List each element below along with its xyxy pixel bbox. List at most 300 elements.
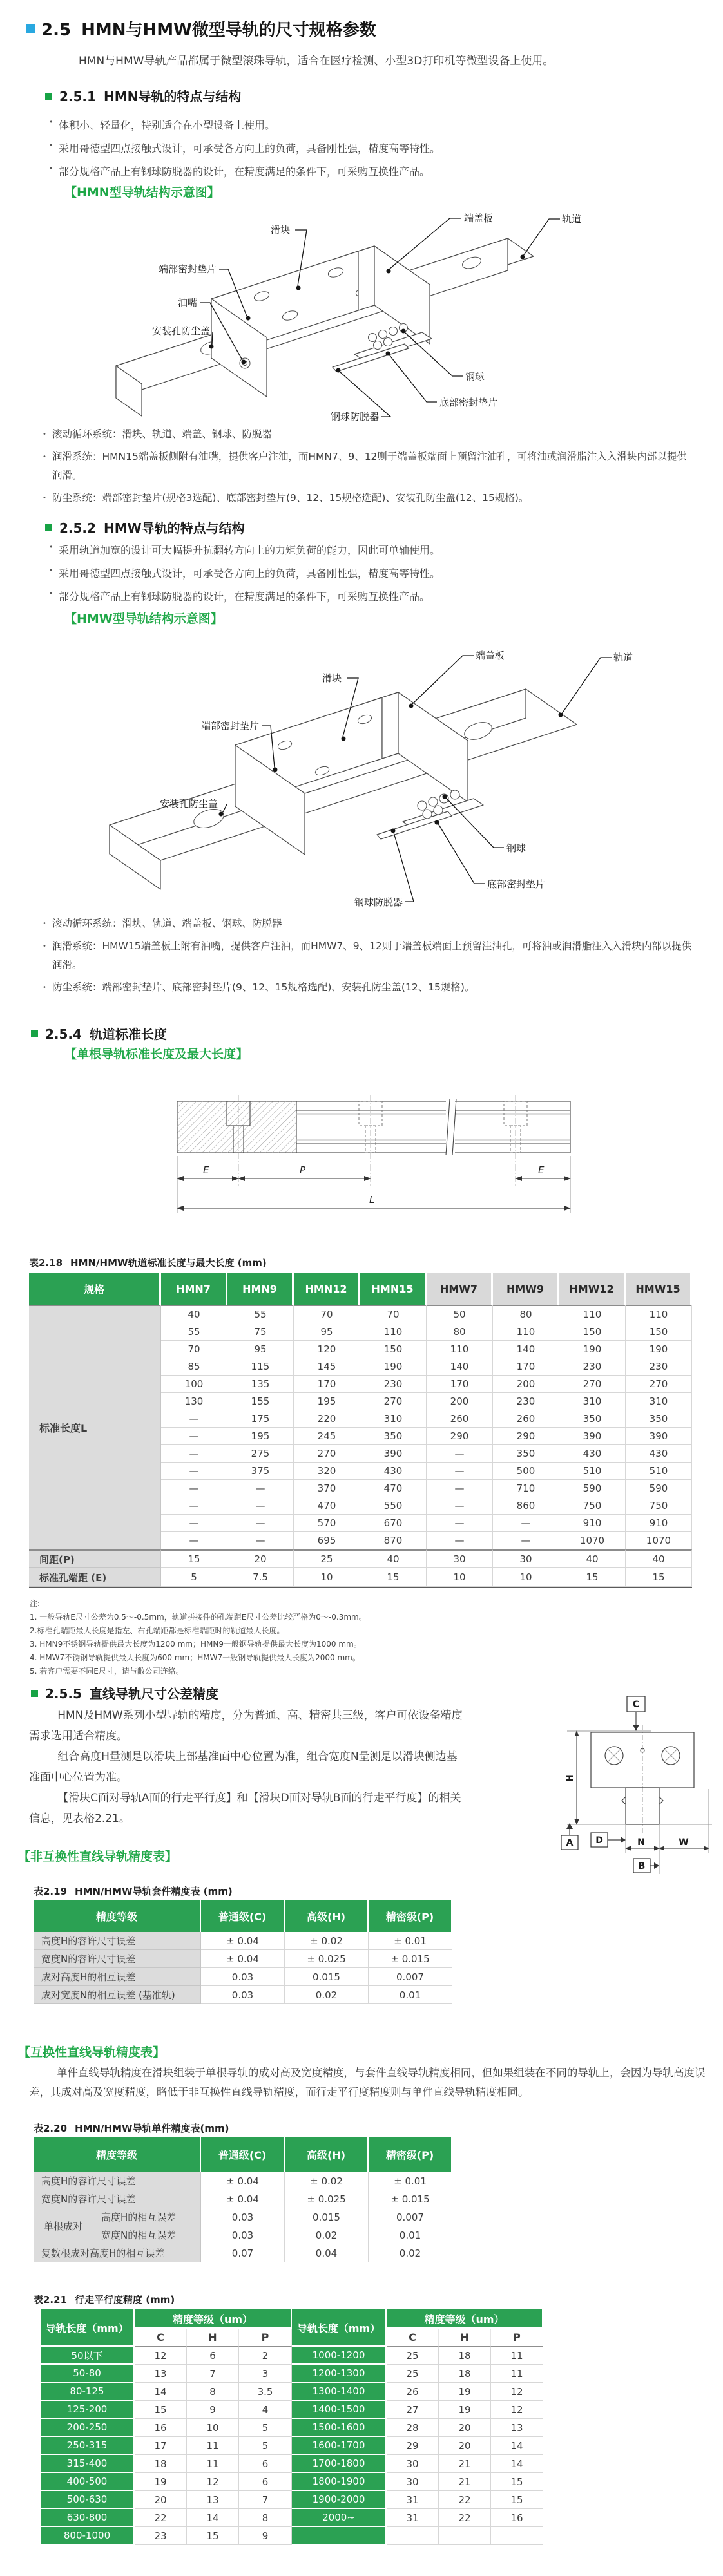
length-range-cell: 1000-1200 xyxy=(292,2347,387,2365)
pitch-cell: 40 xyxy=(360,1549,427,1568)
table-title: 行走平行度精度 (mm) xyxy=(75,2294,175,2306)
hole-cover-label: 安装孔防尘盖 xyxy=(151,325,210,337)
subsection-number: 2.5.1 xyxy=(59,89,96,104)
value-cell: 12 xyxy=(491,2383,543,2401)
ball-label: 钢球 xyxy=(506,842,526,854)
length-cell: 70 xyxy=(161,1341,227,1358)
end-distance-cell: 5 xyxy=(161,1568,227,1587)
subsection-title: 轨道标准长度 xyxy=(89,1027,167,1042)
value-cell: 2 xyxy=(239,2347,292,2365)
length-cell: 270 xyxy=(360,1393,427,1410)
hmn-system-bullets xyxy=(43,425,695,511)
length-cell: 350 xyxy=(559,1410,626,1428)
bottom-seal-label: 底部密封垫片 xyxy=(439,397,498,408)
length-cell: 190 xyxy=(360,1358,427,1376)
value-cell: 0.01 xyxy=(369,1986,452,2004)
length-cell: 310 xyxy=(626,1393,692,1410)
length-cell: 260 xyxy=(493,1410,559,1428)
length-cell: 150 xyxy=(559,1323,626,1341)
length-cell: 75 xyxy=(227,1323,294,1341)
length-range-cell: 1800-1900 xyxy=(292,2473,387,2491)
value-cell: 14 xyxy=(135,2383,187,2401)
value-cell: ± 0.015 xyxy=(369,2190,452,2208)
length-cell: 350 xyxy=(626,1410,692,1428)
pitch-cell: 40 xyxy=(626,1549,692,1568)
table-2-18 xyxy=(29,1273,692,1588)
value-cell: 0.02 xyxy=(285,1986,369,2004)
column-subheader: C xyxy=(387,2329,439,2347)
length-cell: — xyxy=(161,1445,227,1463)
hmw-system-bullets xyxy=(43,914,695,1001)
length-range-cell: 1600-1700 xyxy=(292,2437,387,2455)
length-cell: — xyxy=(427,1515,493,1532)
value-cell: 11 xyxy=(187,2437,239,2455)
length-cell: 170 xyxy=(294,1376,360,1393)
value-cell: ± 0.02 xyxy=(285,2172,369,2190)
length-cell: 170 xyxy=(427,1376,493,1393)
length-cell: — xyxy=(161,1497,227,1515)
interchangeable-heading: 【互换性直线导轨精度表】 xyxy=(18,2045,166,2060)
length-cell: 670 xyxy=(360,1515,427,1532)
length-range-cell: 1200-1300 xyxy=(292,2365,387,2383)
value-cell: 20 xyxy=(439,2437,491,2455)
table-2-18-caption xyxy=(29,1256,267,1269)
value-cell: 31 xyxy=(387,2509,439,2527)
length-cell: 175 xyxy=(227,1410,294,1428)
length-cell: 70 xyxy=(360,1306,427,1323)
table-2-20-caption xyxy=(34,2121,229,2135)
length-cell: 570 xyxy=(294,1515,360,1532)
value-cell: 5 xyxy=(239,2437,292,2455)
length-cell: 70 xyxy=(294,1306,360,1323)
length-cell: 95 xyxy=(294,1323,360,1341)
value-cell: 27 xyxy=(387,2401,439,2419)
length-cell: 230 xyxy=(360,1376,427,1393)
value-cell xyxy=(491,2527,543,2545)
dim-p-label: P xyxy=(300,1164,306,1176)
note-item: 5. 若客户需要不同E尺寸，请与敝公司连络。 xyxy=(30,1667,184,1676)
length-cell: — xyxy=(227,1480,294,1497)
length-range-cell: 500-630 xyxy=(41,2491,135,2509)
row-label: 宽度N的容许尺寸误差 xyxy=(34,2190,201,2208)
value-cell: 13 xyxy=(135,2365,187,2383)
column-subheader: H xyxy=(187,2329,239,2347)
rail-length-figure-title: 【单根导轨标准长度及最大长度】 xyxy=(64,1047,249,1061)
length-cell: 155 xyxy=(227,1393,294,1410)
section-255-title xyxy=(45,1683,218,1702)
value-cell: ± 0.04 xyxy=(201,2172,285,2190)
value-cell: 0.03 xyxy=(201,1986,285,2004)
note-item: 2.标准孔端距最大长度是指左、右孔端距都是标准端距时的轨道最大长度。 xyxy=(30,1626,285,1635)
length-cell: 80 xyxy=(493,1306,559,1323)
hmw-structure-diagram xyxy=(52,641,696,918)
value-cell: 26 xyxy=(387,2383,439,2401)
dim-e-label: E xyxy=(538,1164,545,1176)
table-2-19-caption xyxy=(34,1884,233,1898)
system-bullet: • 防尘系统：端部密封垫片(规格3选配)、底部密封垫片(9、12、15规格选配)、安装孔防尘盖(12、15规格)。 xyxy=(43,489,695,507)
value-cell: 18 xyxy=(439,2365,491,2383)
value-cell: 18 xyxy=(439,2347,491,2365)
column-header: HMN9 xyxy=(227,1273,294,1306)
length-cell: 860 xyxy=(493,1497,559,1515)
slider-label: 滑块 xyxy=(271,224,291,236)
length-cell: 390 xyxy=(559,1428,626,1445)
value-cell: 7 xyxy=(239,2491,292,2509)
value-cell: 14 xyxy=(187,2509,239,2527)
value-cell: 16 xyxy=(491,2509,543,2527)
value-cell: 11 xyxy=(187,2455,239,2473)
non-interchangeable-heading: 【非互换性直线导轨精度表】 xyxy=(18,1850,178,1864)
section-251-bullets xyxy=(49,117,440,187)
row-sublabel: 高度H的相互误差 xyxy=(93,2208,201,2226)
length-range-cell: 200-250 xyxy=(41,2419,135,2437)
length-cell: 95 xyxy=(227,1341,294,1358)
length-cell: 270 xyxy=(626,1376,692,1393)
value-cell: 31 xyxy=(387,2491,439,2509)
column-header: HMN15 xyxy=(360,1273,427,1306)
length-cell: 500 xyxy=(493,1463,559,1480)
length-cell: — xyxy=(161,1480,227,1497)
row-label: 成对宽度N的相互误差 (基准轨) xyxy=(34,1986,201,2004)
value-cell: 22 xyxy=(439,2491,491,2509)
length-cell: — xyxy=(427,1532,493,1549)
value-cell: 22 xyxy=(439,2509,491,2527)
interchangeable-paragraph: 单件直线导轨精度在滑块组装于单根导轨的成对高及宽度精度，与套件直线导轨精度相同，但如果组装在不同的导轨上，会因为导轨高度误差，其成对高及宽度精度，略低于非互换性直线导轨精度，而行走平行度精度则与单件直线导轨精度相同。 xyxy=(29,2067,706,2098)
value-cell: 15 xyxy=(135,2401,187,2419)
section-marker-green xyxy=(31,1690,38,1697)
column-header: 规格 xyxy=(29,1273,161,1306)
column-header: HMW9 xyxy=(493,1273,559,1306)
column-subheader: P xyxy=(239,2329,292,2347)
value-cell: 22 xyxy=(135,2509,187,2527)
length-cell: 510 xyxy=(559,1463,626,1480)
dim-l-label: L xyxy=(369,1194,375,1206)
length-range-cell: 315-400 xyxy=(41,2455,135,2473)
column-subheader: P xyxy=(491,2329,543,2347)
length-range-cell: 250-315 xyxy=(41,2437,135,2455)
row-label: 间距(P) xyxy=(29,1549,161,1568)
length-cell: 55 xyxy=(161,1323,227,1341)
length-cell: 590 xyxy=(559,1480,626,1497)
length-cell: 140 xyxy=(493,1341,559,1358)
column-subheader: H xyxy=(439,2329,491,2347)
length-range-cell: 50-80 xyxy=(41,2365,135,2383)
table-title: HMN/HMW导轨套件精度表 (mm) xyxy=(75,1886,233,1897)
label-n: N xyxy=(637,1837,645,1848)
table-2-19 xyxy=(34,1900,452,2004)
value-cell: 4 xyxy=(239,2401,292,2419)
value-cell: 9 xyxy=(187,2401,239,2419)
section-254-title xyxy=(45,1024,167,1043)
length-cell: 110 xyxy=(559,1306,626,1323)
length-cell: 230 xyxy=(559,1358,626,1376)
table-2-21 xyxy=(41,2309,543,2545)
length-cell: — xyxy=(227,1515,294,1532)
section-255-paragraphs xyxy=(29,1705,467,1829)
grease-nipple-label: 油嘴 xyxy=(177,297,197,308)
subsection-number: 2.5.4 xyxy=(45,1027,82,1042)
section-251-title xyxy=(59,86,241,105)
note-item: 4. HMW7不锈钢导轨提供最大长度为600 mm；HMW7一般钢导轨提供最大长度为2000 mm。 xyxy=(30,1653,360,1662)
length-cell: 200 xyxy=(427,1393,493,1410)
bullet-item: • 体积小、轻量化，特别适合在小型设备上使用。 xyxy=(49,117,440,132)
value-cell: 15 xyxy=(491,2491,543,2509)
value-cell: 17 xyxy=(135,2437,187,2455)
column-header: 普通级(C) xyxy=(201,1900,285,1932)
system-bullet: • 润滑系统：HMW15端盖板上附有油嘴，提供客户注油，而HMW7、9、12则于端盖板端面上预留注油孔，可将油或润滑脂注入入滑块内部以提供润滑。 xyxy=(43,937,695,974)
length-cell: — xyxy=(161,1532,227,1549)
system-bullet: • 防尘系统：端部密封垫片、底部密封垫片(9、12、15规格选配)、安装孔防尘盖(12、15规格)。 xyxy=(43,978,695,997)
column-header: 精密级(P) xyxy=(369,2137,452,2172)
label-a: A xyxy=(566,1838,574,1848)
paragraph: HMN及HMW系列小型导轨的精度，分为普通、高、精密共三级，客户可依设备精度需求选用适合精度。 xyxy=(29,1709,463,1743)
length-cell: 40 xyxy=(161,1306,227,1323)
length-cell: 275 xyxy=(227,1445,294,1463)
value-cell: 0.007 xyxy=(369,2208,452,2226)
length-cell: 1070 xyxy=(626,1532,692,1549)
length-cell: 310 xyxy=(559,1393,626,1410)
length-cell: 195 xyxy=(294,1393,360,1410)
length-cell: 350 xyxy=(360,1428,427,1445)
length-range-cell: 125-200 xyxy=(41,2401,135,2419)
system-bullet: • 润滑系统：HMN15端盖板侧附有油嘴，提供客户注油，而HMN7、9、12则于端盖板端面上预留注油孔，可将油或润滑脂注入入滑块内部以提供润滑。 xyxy=(43,448,695,485)
value-cell: 0.02 xyxy=(285,2226,369,2244)
bullet-item: • 采用哥德型四点接触式设计，可承受各方向上的负荷，具备刚性强，精度高等特性。 xyxy=(49,565,440,580)
column-subheader: C xyxy=(135,2329,187,2347)
value-cell: 0.015 xyxy=(285,2208,369,2226)
subsection-title: 直线导轨尺寸公差精度 xyxy=(89,1686,218,1701)
column-header: 高级(H) xyxy=(285,2137,369,2172)
bullet-item: • 采用轨道加宽的设计可大幅提升抗翻转方向上的力矩负荷的能力，因此可单轴使用。 xyxy=(49,542,440,557)
row-group-label: 单根成对 xyxy=(34,2208,93,2244)
length-cell: 310 xyxy=(360,1410,427,1428)
length-cell: — xyxy=(493,1515,559,1532)
value-cell: 0.03 xyxy=(201,1968,285,1986)
value-cell: ± 0.04 xyxy=(201,2190,285,2208)
value-cell: 12 xyxy=(135,2347,187,2365)
value-cell: 23 xyxy=(135,2527,187,2545)
length-cell: 270 xyxy=(559,1376,626,1393)
label-c: C xyxy=(632,1700,640,1710)
length-range-cell: 1300-1400 xyxy=(292,2383,387,2401)
notes-label: 注: xyxy=(30,1599,41,1608)
length-range-cell: 400-500 xyxy=(41,2473,135,2491)
column-header: 精密级(P) xyxy=(369,1900,452,1932)
length-cell: 910 xyxy=(559,1515,626,1532)
value-cell: 12 xyxy=(491,2401,543,2419)
column-header: 精度等级（um） xyxy=(135,2309,292,2329)
end-distance-cell: 15 xyxy=(626,1568,692,1587)
value-cell: 8 xyxy=(187,2383,239,2401)
column-header: HMW15 xyxy=(626,1273,692,1306)
length-cell: 510 xyxy=(626,1463,692,1480)
value-cell: 11 xyxy=(491,2347,543,2365)
section-252-bullets xyxy=(49,542,440,612)
note-item: 3. HMN9不锈钢导轨提供最大长度为1200 mm；HMN9一般钢导轨提供最大长度为1000 mm。 xyxy=(30,1640,362,1649)
length-cell: 55 xyxy=(227,1306,294,1323)
column-header: 导轨长度（mm） xyxy=(41,2309,135,2347)
length-range-cell: 1500-1600 xyxy=(292,2419,387,2437)
value-cell: 20 xyxy=(439,2419,491,2437)
length-cell: — xyxy=(227,1532,294,1549)
value-cell: 29 xyxy=(387,2437,439,2455)
pitch-cell: 40 xyxy=(559,1549,626,1568)
value-cell: 6 xyxy=(239,2473,292,2491)
value-cell: ± 0.01 xyxy=(369,2172,452,2190)
ball-label: 钢球 xyxy=(465,371,485,383)
length-cell: 190 xyxy=(559,1341,626,1358)
section-marker-blue xyxy=(26,24,35,33)
column-header: 精度等级 xyxy=(34,2137,201,2172)
label-w: W xyxy=(679,1837,689,1848)
cross-section-diagram xyxy=(557,1692,718,1876)
row-label: 宽度N的容许尺寸误差 xyxy=(34,1950,201,1968)
end-seal-label: 端部密封垫片 xyxy=(200,720,259,732)
value-cell: 0.07 xyxy=(201,2244,285,2262)
length-cell: 260 xyxy=(427,1410,493,1428)
retainer-label: 钢球防脱器 xyxy=(330,411,379,422)
column-header: HMN7 xyxy=(161,1273,227,1306)
value-cell: 30 xyxy=(387,2455,439,2473)
pitch-cell: 25 xyxy=(294,1549,360,1568)
value-cell: 14 xyxy=(491,2455,543,2473)
value-cell: ± 0.01 xyxy=(369,1932,452,1950)
slider-label: 滑块 xyxy=(322,672,342,684)
paragraph: 组合高度H量测是以滑块上部基准面中心位置为准，组合宽度N量测是以滑块侧边基准面中心位置为准。 xyxy=(29,1750,458,1784)
length-cell: 290 xyxy=(493,1428,559,1445)
intro-text: HMN与HMW导轨产品都属于微型滚珠导轨，适合在医疗检测、小型3D打印机等微型设备上使用。 xyxy=(79,55,554,68)
length-cell: 550 xyxy=(360,1497,427,1515)
value-cell: 25 xyxy=(387,2365,439,2383)
rail-label: 轨道 xyxy=(613,652,633,663)
length-cell: 85 xyxy=(161,1358,227,1376)
column-header: 精度等级 xyxy=(34,1900,201,1932)
length-cell: 430 xyxy=(360,1463,427,1480)
end-plate-label: 端盖板 xyxy=(476,650,505,661)
end-distance-cell: 10 xyxy=(427,1568,493,1587)
section-marker-green xyxy=(45,93,52,100)
length-cell: 470 xyxy=(294,1497,360,1515)
system-bullet: • 滚动循环系统：滑块、轨道、端盖、钢球、防脱器 xyxy=(43,425,695,444)
value-cell: ± 0.025 xyxy=(285,1950,369,1968)
bullet-item: • 采用哥德型四点接触式设计，可承受各方向上的负荷，具备刚性强，精度高等特性。 xyxy=(49,140,440,155)
hmw-figure-title: 【HMW型导轨结构示意图】 xyxy=(64,612,223,626)
section-marker-green xyxy=(31,1030,38,1037)
value-cell: 0.03 xyxy=(201,2208,285,2226)
value-cell: ± 0.025 xyxy=(285,2190,369,2208)
length-cell: 350 xyxy=(493,1445,559,1463)
length-cell: 750 xyxy=(559,1497,626,1515)
length-cell: — xyxy=(427,1463,493,1480)
length-cell: 110 xyxy=(626,1306,692,1323)
value-cell: 19 xyxy=(439,2383,491,2401)
length-cell: 110 xyxy=(427,1341,493,1358)
subsection-number: 2.5.5 xyxy=(45,1686,82,1701)
length-range-cell: 1400-1500 xyxy=(292,2401,387,2419)
value-cell: 19 xyxy=(439,2401,491,2419)
table-2-21-caption xyxy=(34,2293,175,2306)
column-header: 精度等级（um） xyxy=(387,2309,543,2329)
row-sublabel: 宽度N的相互误差 xyxy=(93,2226,201,2244)
length-cell: 150 xyxy=(360,1341,427,1358)
row-label: 标准孔端距 (E) xyxy=(29,1568,161,1587)
length-cell: — xyxy=(227,1497,294,1515)
length-cell: 220 xyxy=(294,1410,360,1428)
length-cell: — xyxy=(161,1515,227,1532)
length-cell: 195 xyxy=(227,1428,294,1445)
bullet-item: • 部分规格产品上有钢球防脱器的设计，在精度满足的条件下，可采购互换性产品。 xyxy=(49,164,440,178)
label-d: D xyxy=(595,1835,603,1846)
length-cell: 80 xyxy=(427,1323,493,1341)
table-number: 表2.21 xyxy=(34,2294,68,2306)
table-2-18-notes xyxy=(30,1597,367,1678)
length-cell: 750 xyxy=(626,1497,692,1515)
end-distance-cell: 10 xyxy=(294,1568,360,1587)
length-range-cell: 2000~ xyxy=(292,2509,387,2527)
value-cell xyxy=(387,2527,439,2545)
page-title xyxy=(41,17,376,41)
hmn-figure-title: 【HMN型导轨结构示意图】 xyxy=(64,185,220,200)
value-cell: 30 xyxy=(387,2473,439,2491)
value-cell: 3 xyxy=(239,2365,292,2383)
length-cell: — xyxy=(427,1480,493,1497)
length-cell: 590 xyxy=(626,1480,692,1497)
length-cell: 375 xyxy=(227,1463,294,1480)
bullet-item: • 部分规格产品上有钢球防脱器的设计，在精度满足的条件下，可采购互换性产品。 xyxy=(49,589,440,603)
value-cell: 25 xyxy=(387,2347,439,2365)
length-cell: 110 xyxy=(360,1323,427,1341)
column-header: 导轨长度（mm） xyxy=(292,2309,387,2347)
end-plate-shape xyxy=(382,692,468,802)
length-cell: 145 xyxy=(294,1358,360,1376)
value-cell: 0.007 xyxy=(369,1968,452,1986)
length-cell: 130 xyxy=(161,1393,227,1410)
length-cell: 710 xyxy=(493,1480,559,1497)
column-header: HMN12 xyxy=(294,1273,360,1306)
table-number: 表2.19 xyxy=(34,1886,68,1897)
value-cell: 12 xyxy=(187,2473,239,2491)
end-distance-cell: 15 xyxy=(360,1568,427,1587)
length-cell: 430 xyxy=(626,1445,692,1463)
value-cell: 11 xyxy=(491,2365,543,2383)
retainer-label: 钢球防脱器 xyxy=(354,896,403,908)
table-title: HMN/HMW轨道标准长度与最大长度 (mm) xyxy=(70,1257,267,1269)
length-cell: 320 xyxy=(294,1463,360,1480)
length-cell: 430 xyxy=(559,1445,626,1463)
value-cell: 13 xyxy=(187,2491,239,2509)
row-label: 复数根成对高度H的相互误差 xyxy=(34,2244,201,2262)
length-cell: 390 xyxy=(626,1428,692,1445)
value-cell: 0.02 xyxy=(369,2244,452,2262)
dim-e-label: E xyxy=(203,1164,209,1176)
length-cell: 115 xyxy=(227,1358,294,1376)
length-cell: 270 xyxy=(294,1445,360,1463)
table-title: HMN/HMW导轨单件精度表(mm) xyxy=(75,2123,229,2134)
value-cell: 6 xyxy=(187,2347,239,2365)
row-group-label: 标准长度L xyxy=(29,1306,161,1549)
length-cell: 50 xyxy=(427,1306,493,1323)
length-cell: 200 xyxy=(493,1376,559,1393)
section-number: 2.5 xyxy=(41,21,72,40)
length-range-cell: 800-1000 xyxy=(41,2527,135,2545)
value-cell: 14 xyxy=(491,2437,543,2455)
length-cell: 170 xyxy=(493,1358,559,1376)
length-cell: 190 xyxy=(626,1341,692,1358)
table-number: 表2.20 xyxy=(34,2123,68,2134)
length-cell: 1070 xyxy=(559,1532,626,1549)
value-cell: 0.04 xyxy=(285,2244,369,2262)
length-range-cell: 630-800 xyxy=(41,2509,135,2527)
